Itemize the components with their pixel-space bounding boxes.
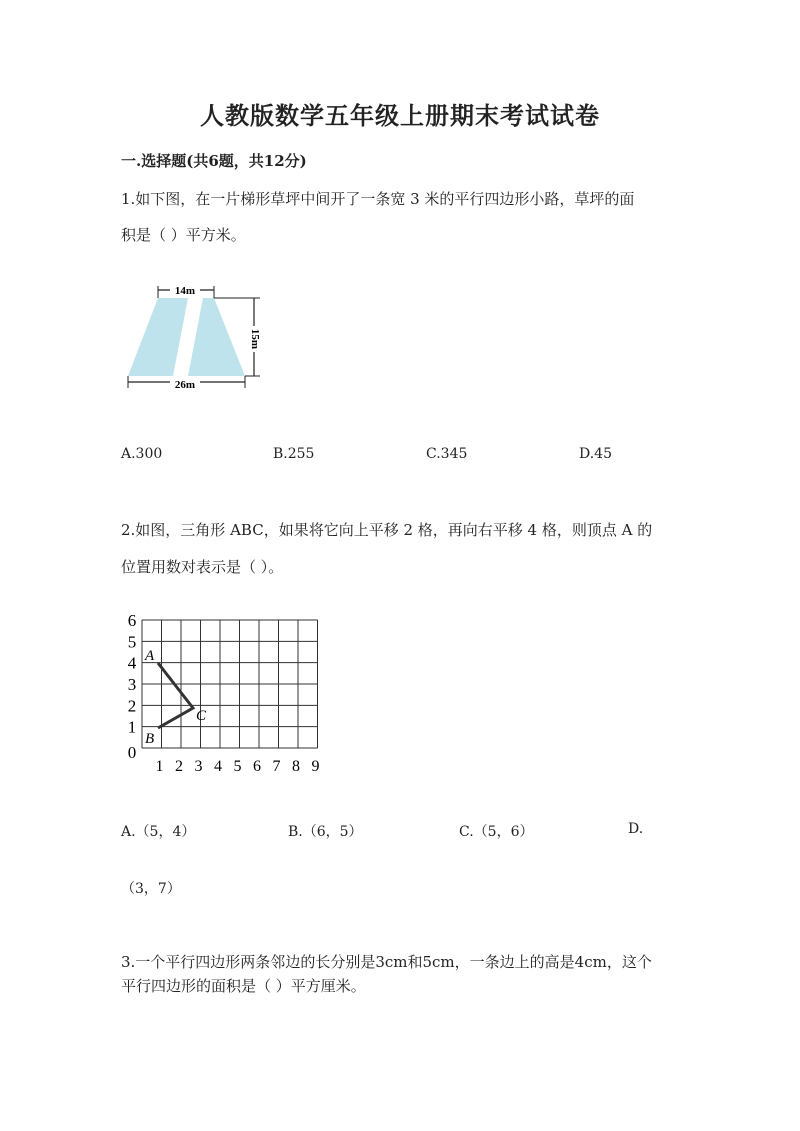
lawn-right [188,298,245,376]
side-dim-label: 15m [249,328,261,350]
y-tick-label: 5 [127,632,137,652]
q2-option-c: C.（5，6） [459,824,534,840]
x-tick-label: 3 [194,758,203,775]
q2-option-b: B.（6，5） [288,824,363,840]
question-3-line-1: 3.一个平行四边形两条邻边的长分别是3cm和5cm，一条边上的高是4cm，这个 [121,953,652,971]
section-heading: 一.选择题(共6题，共12分) [121,152,307,170]
x-tick-label: 4 [214,758,222,775]
y-tick-label: 1 [127,717,137,737]
x-tick-label: 5 [233,758,242,775]
q2-option-d-continued: （3，7） [121,881,181,897]
y-axis-ticks [128,611,137,762]
x-tick-label: 7 [272,758,281,775]
coordinate-grid-figure [118,611,320,777]
q2-option-d: D. [628,821,644,837]
trapezoid-lawn-figure [118,278,268,400]
page-title: 人教版数学五年级上册期末考试试卷 [200,101,600,130]
q1-option-d: D.45 [579,446,612,462]
q1-option-c: C.345 [426,446,468,462]
question-1-line-2: 积是（ ）平方米。 [121,226,246,244]
point-c-label: C [196,708,207,724]
point-a-label: A [145,648,155,664]
y-tick-label: 0 [127,743,137,762]
lawn-left [128,298,188,376]
x-axis-ticks [156,758,320,775]
question-2-line-2: 位置用数对表示是（ ）。 [121,558,284,576]
x-tick-label: 2 [175,758,183,775]
point-b-label: B [145,731,155,747]
grid-lines [142,620,318,748]
y-tick-label: 4 [127,653,137,673]
bottom-dim-label: 26m [174,379,196,391]
q1-option-b: B.255 [273,446,315,462]
top-dim-label: 14m [174,285,196,297]
question-2-line-1: 2.如图，三角形 ABC，如果将它向上平移 2 格，再向右平移 4 格，则顶点 A 的 [121,521,653,539]
y-tick-label: 2 [127,696,137,716]
y-tick-label: 3 [127,675,137,694]
y-tick-label: 6 [127,611,137,630]
x-tick-label: 9 [311,758,320,775]
question-3-line-2: 平行四边形的面积是（ ）平方厘米。 [121,977,366,995]
triangle-abc [158,663,193,728]
x-tick-label: 8 [292,758,300,775]
q1-option-a: A.300 [121,446,163,462]
x-tick-label: 1 [155,758,164,775]
question-1-line-1: 1.如下图，在一片梯形草坪中间开了一条宽 3 米的平行四边形小路，草坪的面 [121,190,635,208]
x-tick-label: 6 [253,758,261,775]
q2-option-a: A.（5，4） [121,824,196,840]
